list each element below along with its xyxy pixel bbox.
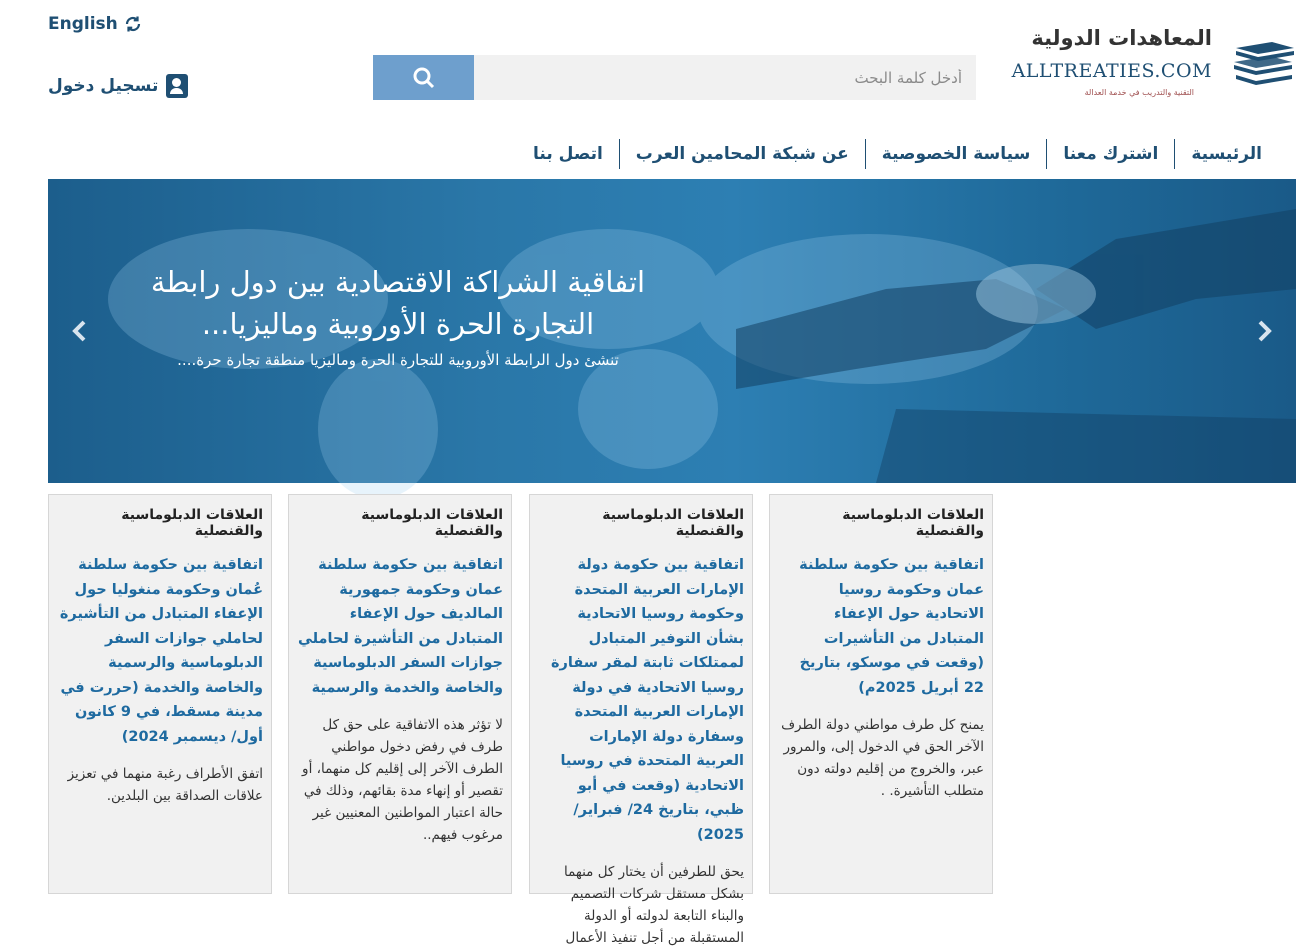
nav-about[interactable]: عن شبكة المحامين العرب <box>619 139 865 169</box>
language-switch[interactable] <box>48 14 142 34</box>
refresh-icon <box>124 15 142 33</box>
user-card-icon <box>166 74 188 98</box>
search-bar <box>373 55 976 100</box>
slider-next-arrow[interactable] <box>1254 319 1274 343</box>
handshake-image <box>736 179 1296 483</box>
card-category[interactable]: العلاقات الدبلوماسية والقنصلية <box>602 507 744 539</box>
login-link[interactable] <box>48 74 188 98</box>
main-nav <box>517 138 1278 170</box>
search-icon <box>412 66 436 90</box>
card-title[interactable]: اتفاقية بين حكومة سلطنة عُمان وحكومة منغوليا حول الإعفاء المتبادل من التأشيرة لحاملي جوازات السفر الدبلوماسية والرسمية والخاصة والخدمة (حررت في مدينة مسقط، في 9 كانون أول/ ديسمبر 2024) <box>59 557 263 745</box>
card-category[interactable]: العلاقات الدبلوماسية والقنصلية <box>361 507 503 539</box>
card-description: يمنح كل طرف مواطني دولة الطرف الآخر الحق في الدخول إلى، والمرور عبر، والخروج من إقليم دولته دون متطلب التأشيرة. . <box>781 717 984 799</box>
card-title[interactable]: اتفاقية بين حكومة سلطنة عمان وحكومة جمهورية المالديف حول الإعفاء المتبادل من التأشيرة لحاملي جوازات السفر الدبلوماسية والخاصة والخدمة والرسمية <box>297 557 503 696</box>
treaty-card <box>769 494 993 894</box>
language-label: English <box>48 14 118 34</box>
card-description: يحق للطرفين أن يختار كل منهما بشكل مستقل شركات التصميم والبناء التابعة لدولته أو الدولة المستقبلة من أجل تنفيذ الأعمال <box>563 864 744 946</box>
logo-english-text: ALLTREATIES.COM <box>1011 60 1212 82</box>
treaty-card <box>48 494 272 894</box>
nav-subscribe[interactable]: اشترك معنا <box>1046 139 1174 169</box>
treaty-card <box>529 494 753 946</box>
nav-privacy[interactable]: سياسة الخصوصية <box>865 139 1047 169</box>
card-category[interactable]: العلاقات الدبلوماسية والقنصلية <box>842 507 984 539</box>
card-title[interactable]: اتفاقية بين حكومة سلطنة عمان وحكومة روسيا الاتحادية حول الإعفاء المتبادل من التأشيرات (وقعت في موسكو، بتاريخ 22 أبريل 2025م) <box>799 557 984 696</box>
nav-contact[interactable]: اتصل بنا <box>533 144 603 164</box>
logo-arabic-text: المعاهدات الدولية <box>1031 26 1212 50</box>
card-description: اتفق الأطراف رغبة منهما في تعزيز علاقات الصداقة بين البلدين. <box>67 766 263 804</box>
search-input[interactable] <box>474 55 976 100</box>
card-description: لا تؤثر هذه الاتفاقية على حق كل طرف في رفض دخول مواطني الطرف الآخر إلى إقليم كل منهما، أو تقصير أو إنهاء مدة بقائهم، وذلك في حالة اعتبار المواطنين المعنيين غير مرغوب فيهم.. <box>302 717 503 843</box>
slide-description: تنشئ دول الرابطة الأوروبية للتجارة الحرة وماليزيا منطقة تجارة حرة.... <box>177 351 619 369</box>
login-label: تسجيل دخول <box>48 76 159 96</box>
treaty-card <box>288 494 512 894</box>
hero-slider <box>48 179 1296 483</box>
card-title[interactable]: اتفاقية بين حكومة دولة الإمارات العربية المتحدة وحكومة روسيا الاتحادية بشأن التوفير المتبادل لممتلكات ثابتة لمقر سفارة روسيا الاتحادية في دولة الإمارات العربية المتحدة وسفارة دولة الإمارات العربية المتحدة في روسيا الاتحادية (وقعت في أبو ظبي، بتاريخ 24/ فبراير/ 2025) <box>550 557 744 843</box>
search-button[interactable] <box>373 55 474 100</box>
slider-prev-arrow[interactable] <box>70 319 90 343</box>
books-icon <box>1232 42 1296 86</box>
nav-home[interactable]: الرئيسية <box>1174 139 1278 169</box>
site-logo[interactable] <box>1011 26 1296 102</box>
card-category[interactable]: العلاقات الدبلوماسية والقنصلية <box>121 507 263 539</box>
slide-title[interactable]: اتفاقية الشراكة الاقتصادية بين دول رابطة التجارة الحرة الأوروبية وماليزيا... <box>150 265 646 341</box>
logo-tagline: التقنية والتدريب في خدمة العدالة <box>1084 88 1194 97</box>
